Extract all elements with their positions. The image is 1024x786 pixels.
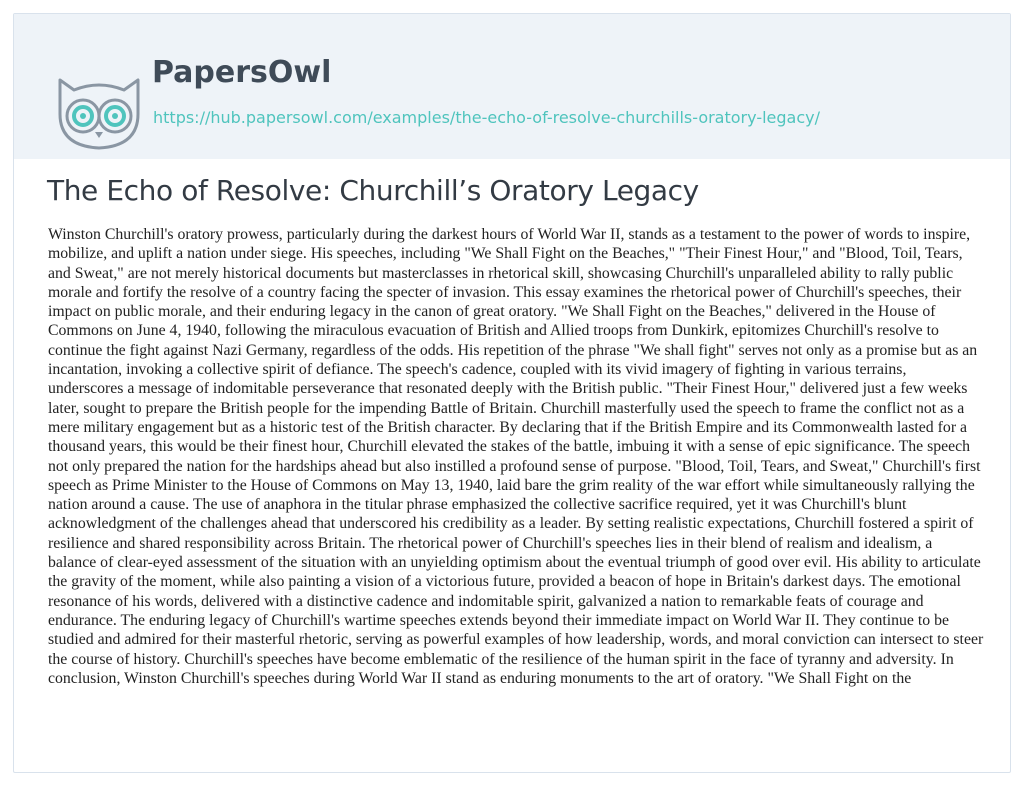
brand-name: PapersOwl [152,55,332,90]
essay-title: The Echo of Resolve: Churchill’s Oratory Legacy [47,174,699,207]
site-header [14,14,1010,159]
document-page [13,13,1011,773]
source-url-link[interactable]: https://hub.papersowl.com/examples/the-echo-of-resolve-churchills-oratory-legacy/ [153,108,820,127]
essay-body: Winston Churchill's oratory prowess, particularly during the darkest hours of World War II, stands as a testament to the power of words to inspire, mobilize, and uplift a nation under siege. His speeches, including "We Shall Fight on the Beaches," "Their Finest Hour," and "Blood, Toil, Tears, and Sweat," are not merely historical documents but masterclasses in rhetorical skill, showcasing Churchill's unparalleled ability to rally public morale and fortify the resolve of a country facing the specter of invasion. This essay examines the rhetorical power of Churchill's speeches, their impact on public morale, and their enduring legacy in the canon of great oratory. "We Shall Fight on the Beaches," delivered in the House of Commons on June 4, 1940, following the miraculous evacuation of British and Allied troops from Dunkirk, epitomizes Churchill's resolve to continue the fight against Nazi Germany, regardless of the odds. His repetition of the phrase "We shall fight" serves not only as a promise but as an incantation, invoking a collective spirit of defiance. The speech's cadence, coupled with its vivid imagery of fighting in various terrains, underscores a message of indomitable perseverance that resonated deeply with the British public. "Their Finest Hour," delivered just a few weeks later, sought to prepare the British people for the impending Battle of Britain. Churchill masterfully used the speech to frame the conflict not as a mere military engagement but as a historic test of the British character. By declaring that if the British Empire and its Commonwealth lasted for a thousand years, this would be their finest hour, Churchill elevated the stakes of the battle, imbuing it with a sense of epic significance. The speech not only prepared the nation for the hardships ahead but also instilled a profound sense of purpose. "Blood, Toil, Tears, and Sweat," Churchill's first speech as Prime Minister to the House of Commons on May 13, 1940, laid bare the grim reality of the war effort while simultaneously rallying the nation around a cause. The use of anaphora in the titular phrase emphasized the collective sacrifice required, yet it was Churchill's blunt acknowledgment of the challenges ahead that underscored his credibility as a leader. By setting realistic expectations, Churchill fostered a spirit of resilience and shared responsibility across Britain. The rhetorical power of Churchill's speeches lies in their blend of realism and idealism, a balance of clear-eyed assessment of the situation with an unyielding optimism about the eventual triumph of good over evil. His ability to articulate the gravity of the moment, while also painting a vision of a victorious future, provided a beacon of hope in Britain's darkest days. The emotional resonance of his words, delivered with a distinctive cadence and indomitable spirit, galvanized a nation to remarkable feats of courage and endurance. The enduring legacy of Churchill's wartime speeches extends beyond their immediate impact on World War II. They continue to be studied and admired for their masterful rhetoric, serving as powerful examples of how leadership, words, and moral conviction can intersect to steer the course of history. Churchill's speeches have become emblematic of the resilience of the human spirit in the face of tyranny and adversity. In conclusion, Winston Churchill's speeches during World War II stand as enduring monuments to the art of oratory. "We Shall Fight on the [48,226,984,687]
owl-eyes-icon [54,74,144,152]
